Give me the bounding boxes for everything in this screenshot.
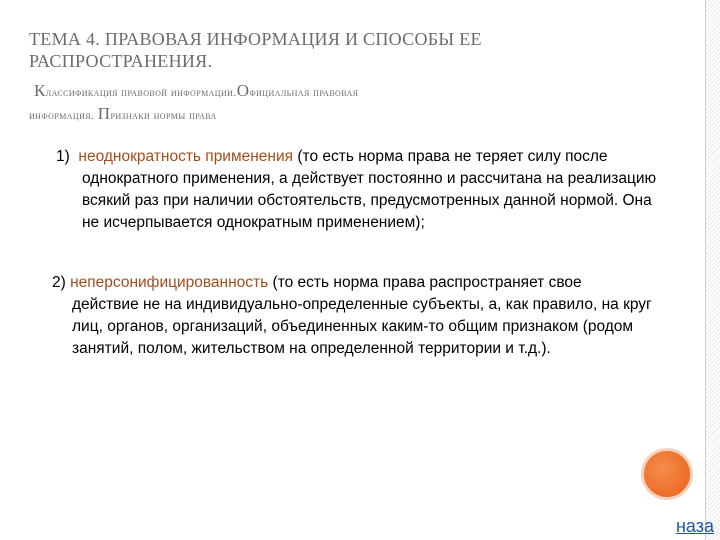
subtitle-text-4: ризнаки нормы права <box>110 108 217 122</box>
item-text: (то есть норма права не теряет силу после однократного применения, а действует постоянно и рассчитана на реализацию всякий раз при наличии обстоятельств, предусмотренных данной нормой. Она не исчерпывается однократным применением); <box>82 148 657 231</box>
item-term: неоднократность применения <box>78 148 294 165</box>
item-number: 1) <box>56 148 70 165</box>
subtitle-cap-o: О <box>236 81 250 100</box>
subtitle-line-2 <box>29 104 217 123</box>
item-term: неперсонифицированность <box>70 274 269 291</box>
back-link[interactable]: наза <box>675 516 714 536</box>
slide-title: ТЕМА 4. ПРАВОВАЯ ИНФОРМАЦИЯ И СПОСОБЫ ЕЕ РАСПРОСТРАНЕНИЯ. <box>29 29 482 71</box>
subtitle-text-3: информация. <box>29 108 95 122</box>
subtitle-cap-p: П <box>97 104 111 123</box>
subtitle-line-1 <box>29 80 669 103</box>
orange-circle-decoration <box>641 448 693 500</box>
subtitle-text-2: фициальная правовая <box>249 85 359 99</box>
subtitle-cap-k: К <box>34 81 46 100</box>
slide-right-border <box>705 0 720 540</box>
item-text: (то есть норма права распространяет свое действие не на индивидуально-определенные субъекты, а, как правило, на круг лиц, органов, организаций, объединенных каким-то общим признаком (родом занятий, полом, жительством на определенной территории и т.д.). <box>72 274 652 357</box>
item-number: 2) <box>52 274 66 291</box>
list-item <box>56 146 662 234</box>
slide-subtitle <box>29 80 669 126</box>
list-item <box>52 272 652 360</box>
subtitle-text-1: лассификация правовой информации. <box>45 85 237 99</box>
